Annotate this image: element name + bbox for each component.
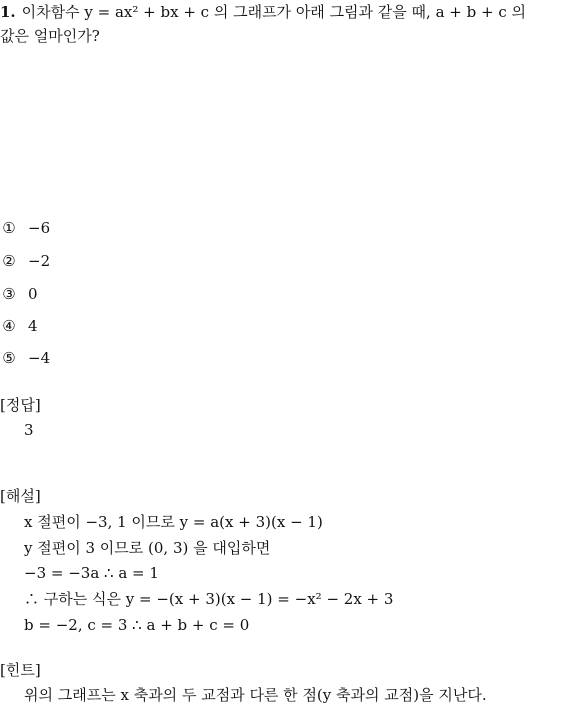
choice-value: 4 xyxy=(28,317,38,335)
answer-label: [정답] xyxy=(0,396,41,414)
answer-value: 3 xyxy=(24,421,34,439)
choice-marker: ② xyxy=(2,252,16,270)
explanation-line: y 절편이 3 이므로 (0, 3) 을 대입하면 xyxy=(24,539,271,557)
choice-4[interactable] xyxy=(0,316,38,336)
question-line-1 xyxy=(0,2,526,22)
choice-5[interactable] xyxy=(0,348,50,368)
explanation-line: −3 = −3a ∴ a = 1 xyxy=(24,564,159,582)
explanation-label: [해설] xyxy=(0,487,41,505)
choice-3[interactable] xyxy=(0,284,38,304)
choice-value: 0 xyxy=(28,285,38,303)
choice-value: −4 xyxy=(28,349,51,367)
graph-area xyxy=(0,50,569,210)
explanation-line: b = −2, c = 3 ∴ a + b + c = 0 xyxy=(24,616,250,634)
hint-text: 위의 그래프는 x 축과의 두 교점과 다른 한 점(y 축과의 교점)을 지난다. xyxy=(24,686,487,704)
choice-value: −2 xyxy=(28,252,51,270)
question-number: 1. xyxy=(0,3,16,21)
choice-1[interactable] xyxy=(0,218,50,238)
hint-label: [힌트] xyxy=(0,661,41,679)
question-text-1: 이차함수 y = ax² + bx + c 의 그래프가 아래 그림과 같을 때, a + b + c 의 xyxy=(21,3,526,21)
explanation-line: x 절편이 −3, 1 이므로 y = a(x + 3)(x − 1) xyxy=(24,513,323,531)
choice-value: −6 xyxy=(28,219,51,237)
question-line-2: 값은 얼마인가? xyxy=(0,27,100,45)
choice-2[interactable] xyxy=(0,251,50,271)
choice-marker: ⑤ xyxy=(2,349,16,367)
explanation-line: ∴ 구하는 식은 y = −(x + 3)(x − 1) = −x² − 2x + 3 xyxy=(24,590,394,608)
choice-marker: ④ xyxy=(2,317,16,335)
choice-marker: ③ xyxy=(2,285,16,303)
choice-marker: ① xyxy=(2,219,16,237)
